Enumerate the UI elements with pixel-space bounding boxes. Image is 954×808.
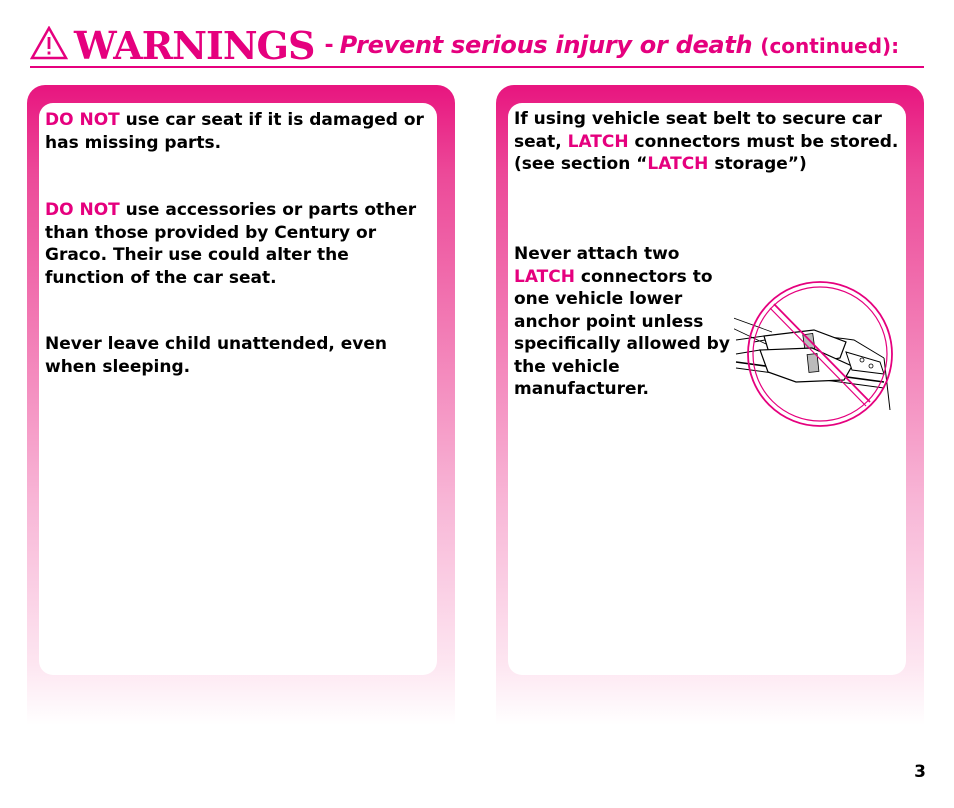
title-separator: - <box>324 33 334 58</box>
warning-text: connectors must be stored. (see section “ <box>514 131 899 174</box>
do-not-label: DO NOT <box>45 110 120 130</box>
warning-text: use car seat if it is damaged or has missing parts. <box>45 110 424 153</box>
continued-label: (continued): <box>760 34 900 58</box>
right-warning-panel <box>496 85 924 725</box>
warning-unattended <box>45 333 425 378</box>
warning-damaged-seat <box>45 109 437 154</box>
warning-text: storage”) <box>708 154 807 174</box>
warning-text: use accessories or parts other than those provided by Century or Graco. Their use could alter the function of the car seat. <box>45 200 417 288</box>
warning-text: If using vehicle seat belt to secure car seat, <box>514 109 882 152</box>
page-header <box>30 22 924 68</box>
warning-text: connectors to one vehicle lower anchor point unless specifically allowed by the vehicle manufacturer. <box>514 266 730 399</box>
page-title: WARNINGS <box>74 23 315 68</box>
warning-text: Never leave child unattended, even when sleeping. <box>45 334 388 377</box>
latch-label: LATCH <box>514 266 575 287</box>
latch-label: LATCH <box>647 154 709 174</box>
page-number: 3 <box>914 762 926 782</box>
do-not-label: DO NOT <box>45 200 120 220</box>
warning-two-latch-connectors <box>514 243 736 401</box>
warning-accessories <box>45 199 425 289</box>
right-panel-content <box>508 103 906 675</box>
prohibited-two-latch-connectors-icon <box>734 270 906 440</box>
left-panel-content <box>39 103 437 675</box>
page-subtitle: Prevent serious injury or death <box>339 31 753 59</box>
latch-label: LATCH <box>567 131 629 152</box>
left-warning-panel <box>27 85 455 725</box>
warning-triangle-icon <box>30 26 68 60</box>
warning-text: Never attach two <box>514 244 680 264</box>
warning-latch-storage <box>514 108 900 176</box>
